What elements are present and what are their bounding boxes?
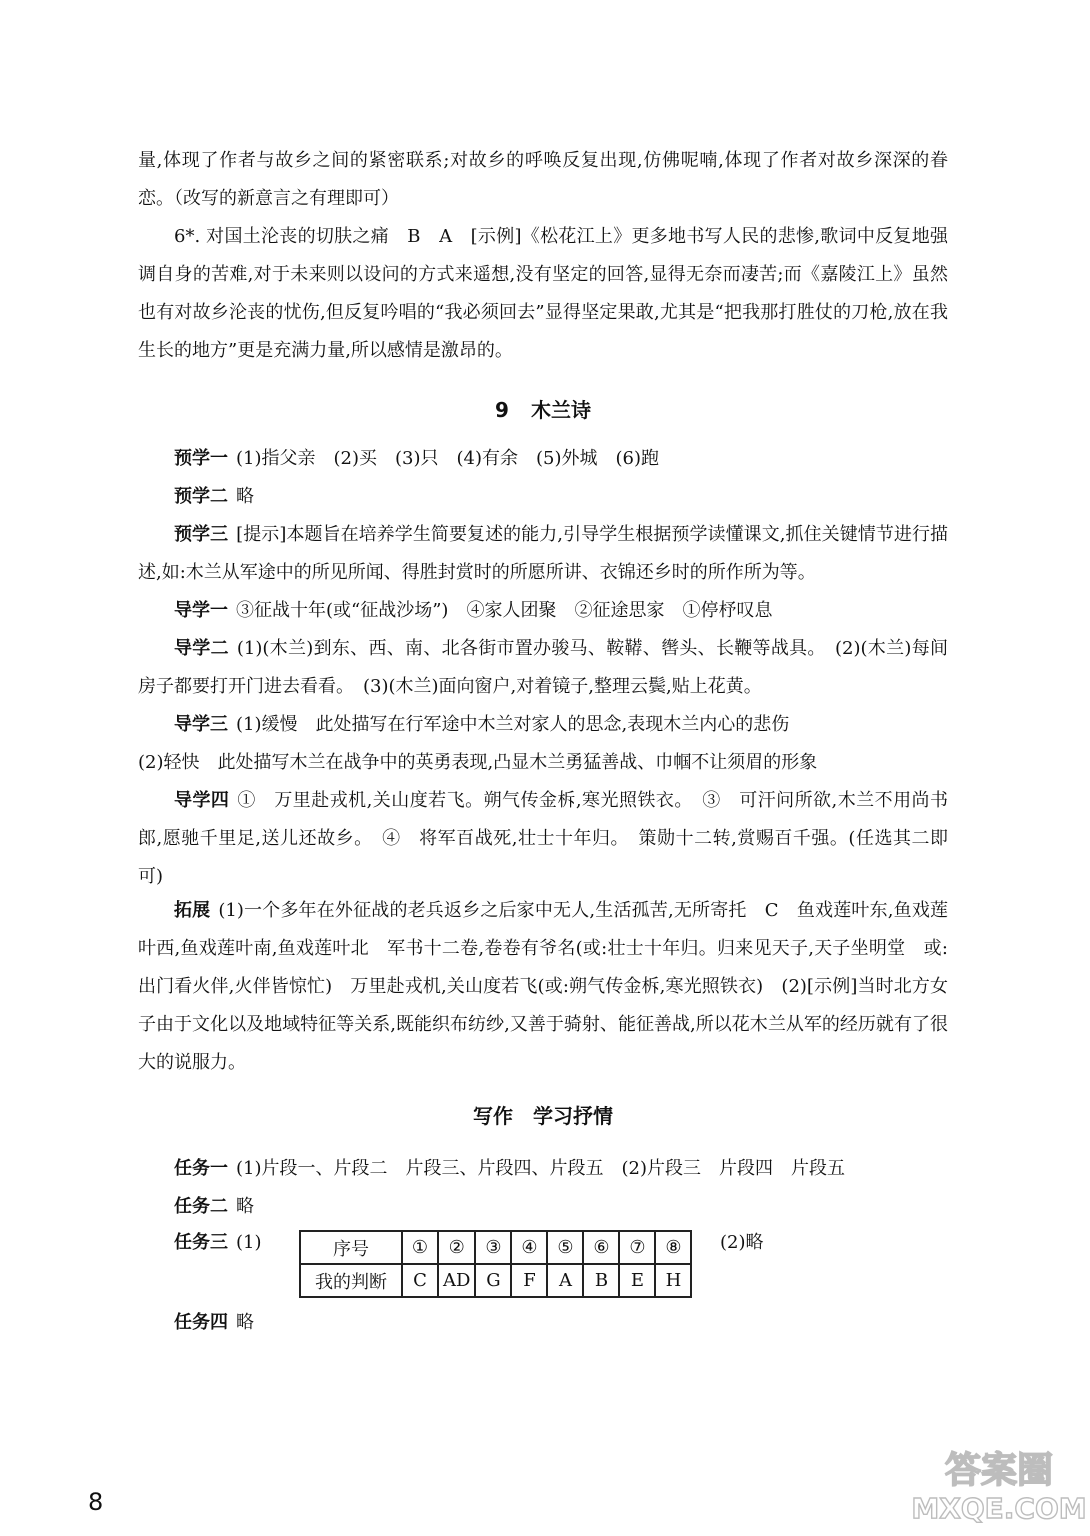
task-label: 任务四 <box>174 1312 228 1333</box>
table-cell: F <box>511 1264 547 1297</box>
watermark-logo <box>911 1440 1087 1526</box>
judgement-table <box>299 1230 692 1298</box>
answer-item <box>138 516 948 592</box>
table-cell: E <box>619 1264 655 1297</box>
task-label: 任务一 <box>174 1158 228 1179</box>
writing-heading <box>138 1100 948 1129</box>
task-text: 略 <box>236 1196 254 1217</box>
table-cell: ① <box>402 1231 438 1264</box>
answer-item <box>138 630 948 706</box>
item-label: 导学三 <box>174 714 228 735</box>
task-text: 略 <box>236 1312 254 1333</box>
table-header-cell: 序号 <box>300 1231 402 1264</box>
item-label: 导学四 <box>174 790 230 811</box>
lesson-title: 木兰诗 <box>530 398 591 422</box>
item-text: [提示]本题旨在培养学生简要复述的能力,引导学生根据预学读懂课文,抓住关键情节进行描述,如:木兰从军途中的所见所闻、得胜封赏时的所愿所讲、衣锦还乡时的所作所为等。 <box>138 524 949 583</box>
table-cell: C <box>402 1264 438 1297</box>
task-2 <box>138 1188 948 1226</box>
task-text: (1)片段一、片段二 片段三、片段四、片段五 (2)片段三 片段四 片段五 <box>236 1158 845 1179</box>
intro-paragraph-1: 量,体现了作者与故乡之间的紧密联系;对故乡的呼唤反复出现,仿佛呢喃,体现了作者对故乡深深的眷恋。（改写的新意言之有理即可） <box>138 150 948 209</box>
lesson-heading <box>138 394 948 423</box>
task-1 <box>138 1150 948 1188</box>
item-label: 导学二 <box>174 638 229 659</box>
item-text: ① 万里赴戎机,关山度若飞。朔气传金柝,寒光照铁衣。 ③ 可汗问所欲,木兰不用尚书郎,愿驰千里足,送儿还故乡。 ④ 将军百战死,壮士十年归。 策勋十二转,赏赐百千强。(任选其二即可) <box>138 790 948 887</box>
task-label: 任务三 <box>174 1232 228 1253</box>
table-cell: ② <box>438 1231 475 1264</box>
lesson-number: 9 <box>495 398 509 422</box>
item-text: 略 <box>236 486 254 507</box>
task-4 <box>138 1304 948 1342</box>
answer-item <box>138 706 948 744</box>
table-cell: ④ <box>511 1231 547 1264</box>
writing-title-a: 写作 <box>473 1104 513 1128</box>
answer-item <box>138 782 948 896</box>
task-label: 任务二 <box>174 1196 228 1217</box>
task-prefix: (1) <box>236 1232 262 1253</box>
table-cell: G <box>475 1264 511 1297</box>
table-header-cell: 我的判断 <box>300 1264 402 1297</box>
item-text: (1)一个多年在外征战的老兵返乡之后家中无人,生活孤苦,无所寄托 C 鱼戏莲叶东,鱼戏莲叶西,鱼戏莲叶南,鱼戏莲叶北 军书十二卷,卷卷有爷名(或:壮士十年归。归来见天子,天子坐明堂 或:出门看火伴,火伴皆惊忙) 万里赴戎机,关山度若飞(或:朔气传金柝,寒光照铁衣) (2)[示例]当时北方女子由于文化以及地域特征等关系,既能织布纺纱,又善于骑射、能征善战,所以花木兰从军的经历就有了很大的说服力。 <box>138 900 949 1073</box>
item-text: (1)指父亲 (2)买 (3)只 (4)有余 (5)外城 (6)跑 <box>236 448 659 469</box>
svg-text:答案圈: 答案圈 <box>944 1450 1054 1491</box>
table-cell: ⑤ <box>547 1231 583 1264</box>
item-label: 预学一 <box>174 448 228 469</box>
table-cell: AD <box>438 1264 475 1297</box>
item-label: 预学三 <box>174 524 229 545</box>
item-label: 拓展 <box>174 900 211 921</box>
task-3-suffix: (2)略 <box>720 1232 764 1253</box>
table-cell: H <box>655 1264 691 1297</box>
answer-item <box>138 892 948 1082</box>
item-label: 导学一 <box>174 600 228 621</box>
item-label: 预学二 <box>174 486 228 507</box>
writing-title-b: 学习抒情 <box>533 1104 613 1128</box>
answer-item <box>138 440 948 478</box>
item-text: (1)缓慢 此处描写在行军途中木兰对家人的思念,表现木兰内心的悲伤 <box>236 714 790 735</box>
item-text: (2)轻快 此处描写木兰在战争中的英勇表现,凸显木兰勇猛善战、巾帼不让须眉的形象 <box>138 752 818 773</box>
table-cell: ⑦ <box>619 1231 655 1264</box>
page-number: 8 <box>88 1488 104 1516</box>
table-cell: ⑧ <box>655 1231 691 1264</box>
intro-paragraph-2: 6*. 对国土沦丧的切肤之痛 B A [示例]《松花江上》更多地书写人民的悲惨,歌词中反复地强调自身的苦难,对于未来则以设问的方式来遥想,没有坚定的回答,显得无奈而凄苦;而《嘉陵江上》虽然也有对故乡沦丧的忧伤,但反复吟唱的“我必须回去”显得坚定果敢,尤其是“把我那打胜仗的刀枪,放在我生长的地方”更是充满力量,所以感情是激昂的。 <box>138 226 948 361</box>
table-cell: ⑥ <box>583 1231 619 1264</box>
answer-item <box>138 744 948 782</box>
table-row <box>300 1264 691 1297</box>
answer-item <box>138 478 948 516</box>
svg-text:MXQE.COM: MXQE.COM <box>911 1492 1087 1525</box>
table-cell: ③ <box>475 1231 511 1264</box>
item-text: ③征战十年(或“征战沙场”) ④家人团聚 ②征途思家 ①停杼叹息 <box>236 600 773 621</box>
table-row <box>300 1231 691 1264</box>
table-cell: A <box>547 1264 583 1297</box>
item-text: (1)(木兰)到东、西、南、北各街市置办骏马、鞍鞯、辔头、长鞭等战具。 (2)(木兰)每间房子都要打开门进去看看。 (3)(木兰)面向窗户,对着镜子,整理云鬓,贴上花黄。 <box>138 638 948 697</box>
table-cell: B <box>583 1264 619 1297</box>
answer-item <box>138 592 948 630</box>
